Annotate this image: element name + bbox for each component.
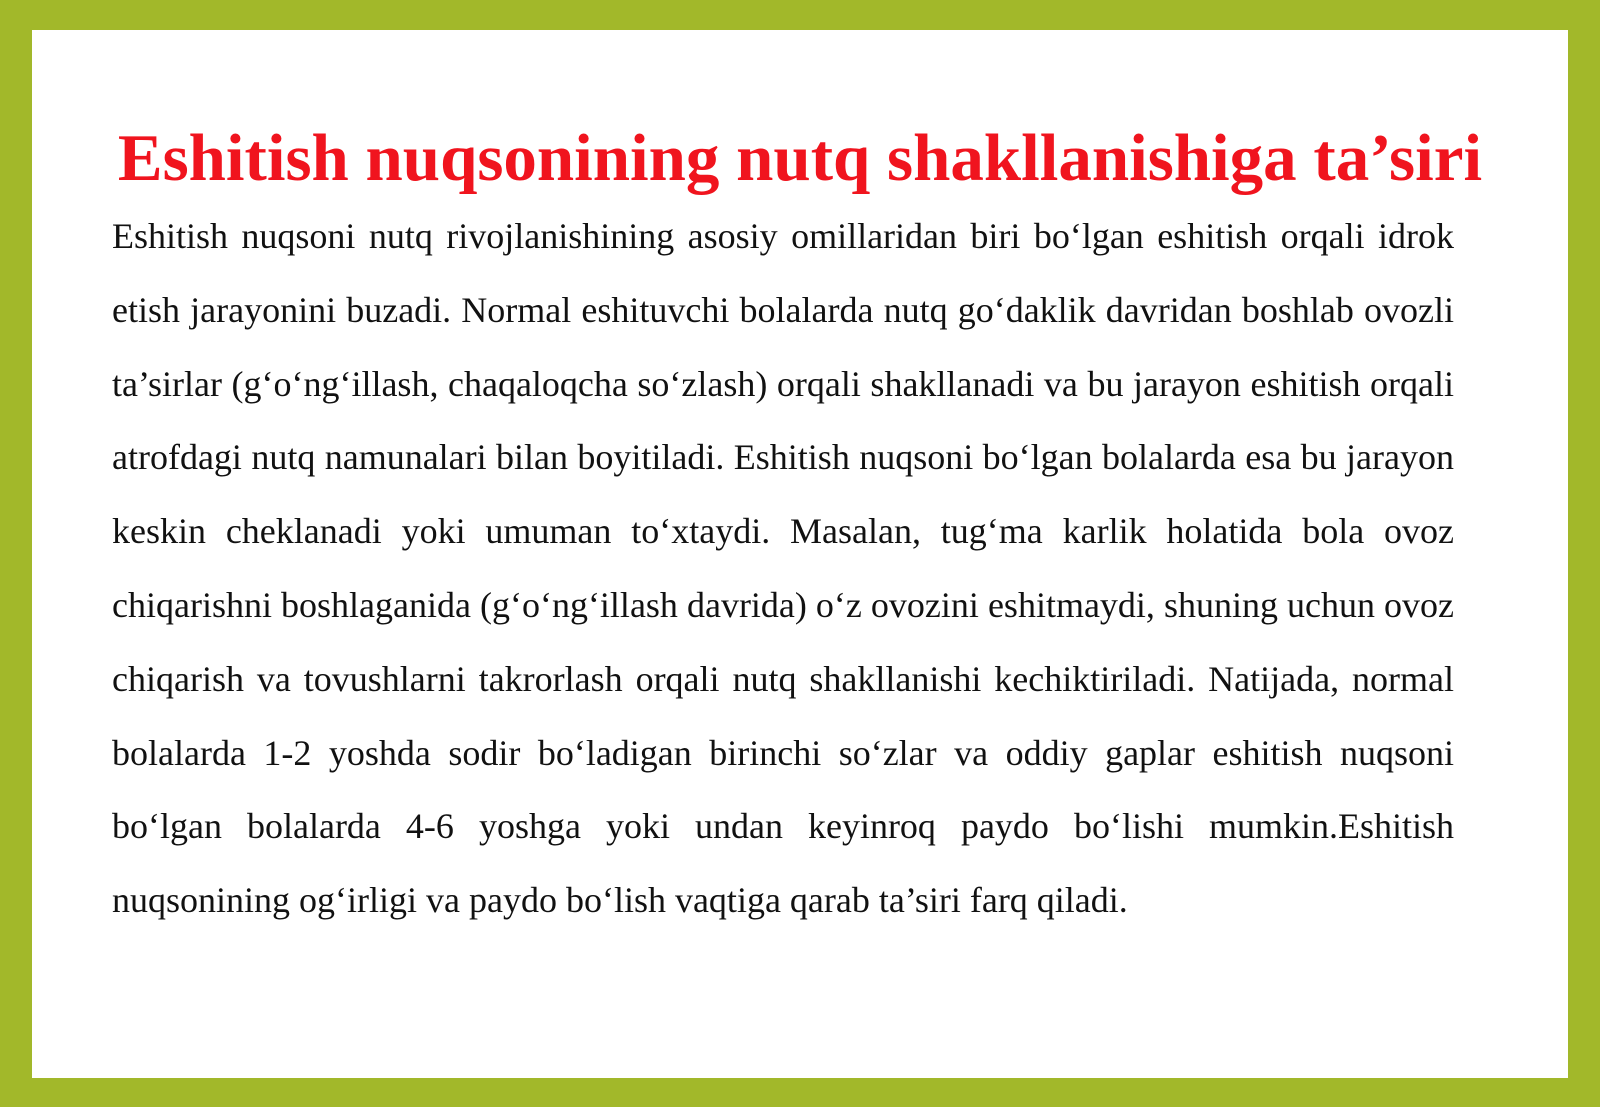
body-paragraph: Eshitish nuqsoni nutq rivojlanishining asosiy omillaridan biri bo‘lgan eshitish orqali idrok etish jarayonini buzadi. Normal eshituvchi bolalarda nutq go‘daklik davridan boshlab ovozli ta’sirlar (g‘o‘ng‘illash, chaqaloqcha so‘zlash) orqali shakllanadi va bu jarayon eshitish orqali atrofdagi nutq namunalari bilan boyitiladi. Eshitish nuqsoni bo‘lgan bolalarda esa bu jarayon keskin cheklanadi yoki umuman to‘xtaydi. Masalan, tug‘ma karlik holatida bola ovoz chiqarishni boshlaganida (g‘o‘ng‘illash davrida) o‘z ovozini eshitmaydi, shuning uchun ovoz chiqarish va tovushlarni takrorlash orqali nutq shakllanishi kechiktiriladi. Natijada, normal bolalarda 1-2 yoshda sodir bo‘ladigan birinchi so‘zlar va oddiy gaplar eshitish nuqsoni bo‘lgan bolalarda 4-6 yoshga yoki undan keyinroq paydo bo‘lishi mumkin.Eshitish nuqsonining og‘irligi va paydo bo‘lish vaqtiga qarab ta’siri farq qiladi. (112, 216, 1454, 921)
slide-content (32, 30, 1568, 1078)
slide-title: Eshitish nuqsonining nutq shakllanishiga ta’siri (117, 121, 1483, 195)
